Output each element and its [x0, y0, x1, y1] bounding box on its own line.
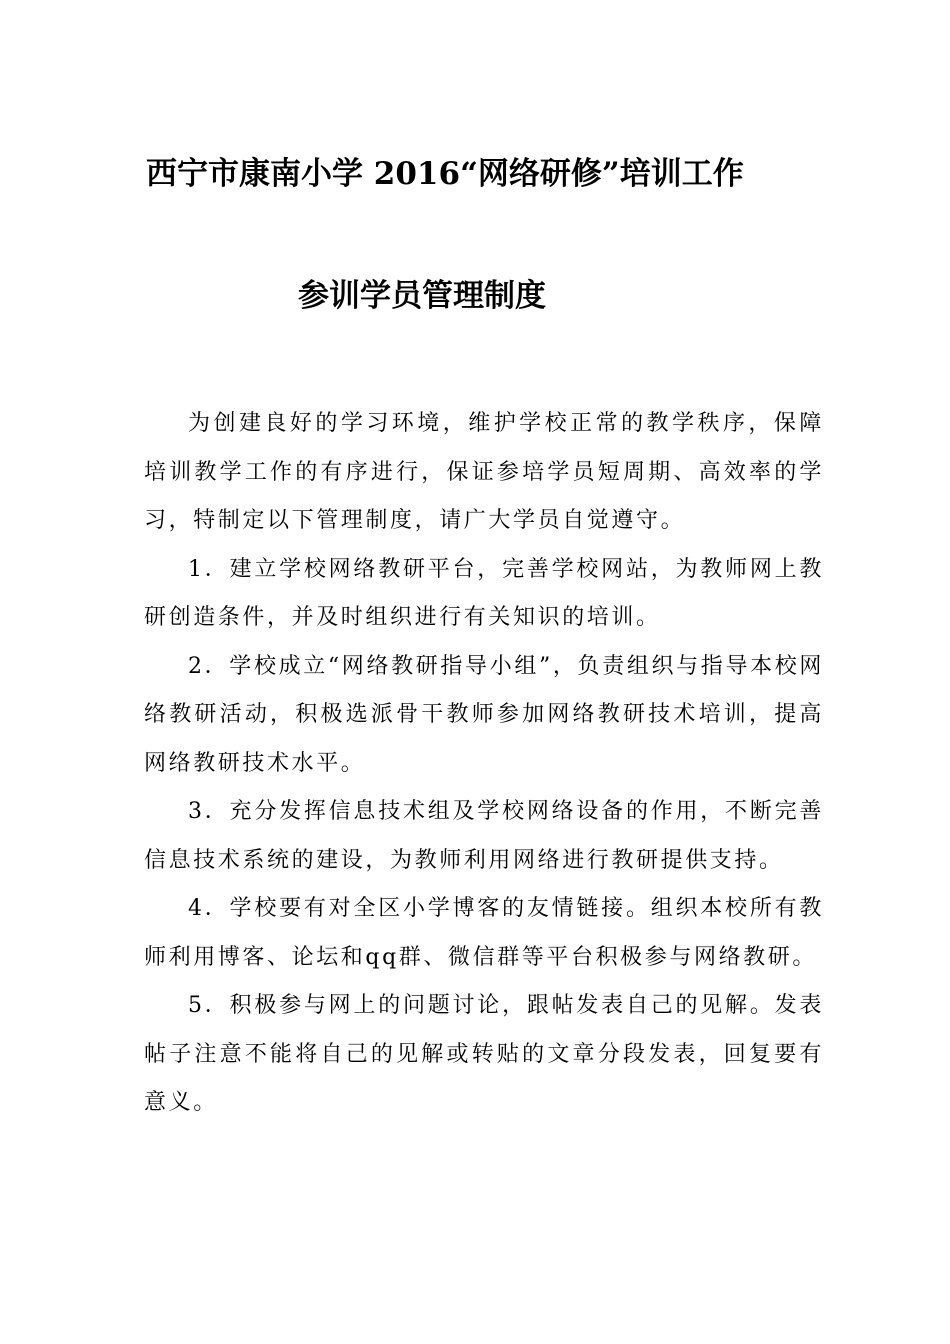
document-title-line-1: 西宁市康南小学 2016“网络研修”培训工作 [146, 156, 744, 192]
document-body [144, 400, 824, 1128]
rule-paragraph-2: 2．学校成立“网络教研指导小组”，负责组织与指导本校网络教研活动，积极选派骨干教师参加网络教研技术培训，提高网络教研技术水平。 [144, 653, 824, 776]
rule-paragraph-1: 1．建立学校网络教研平台，完善学校网站，为教师网上教研创造条件，并及时组织进行有关知识的培训。 [144, 556, 824, 630]
rule-paragraph-5: 5．积极参与网上的问题讨论，跟帖发表自己的见解。发表帖子注意不能将自己的见解或转贴的文章分段发表，回复要有意义。 [144, 993, 824, 1115]
rule-paragraph-4: 4．学校要有对全区小学博客的友情链接。组织本校所有教师利用博客、论坛和qq群、微信群等平台积极参与网络教研。 [144, 896, 824, 970]
document-title-line-2: 参训学员管理制度 [298, 278, 546, 314]
rule-paragraph-3: 3．充分发挥信息技术组及学校网络设备的作用，不断完善信息技术系统的建设，为教师利用网络进行教研提供支持。 [144, 799, 824, 873]
intro-paragraph: 为创建良好的学习环境，维护学校正常的教学秩序，保障培训教学工作的有序进行，保证参培学员短周期、高效率的学习，特制定以下管理制度，请广大学员自觉遵守。 [144, 411, 824, 533]
